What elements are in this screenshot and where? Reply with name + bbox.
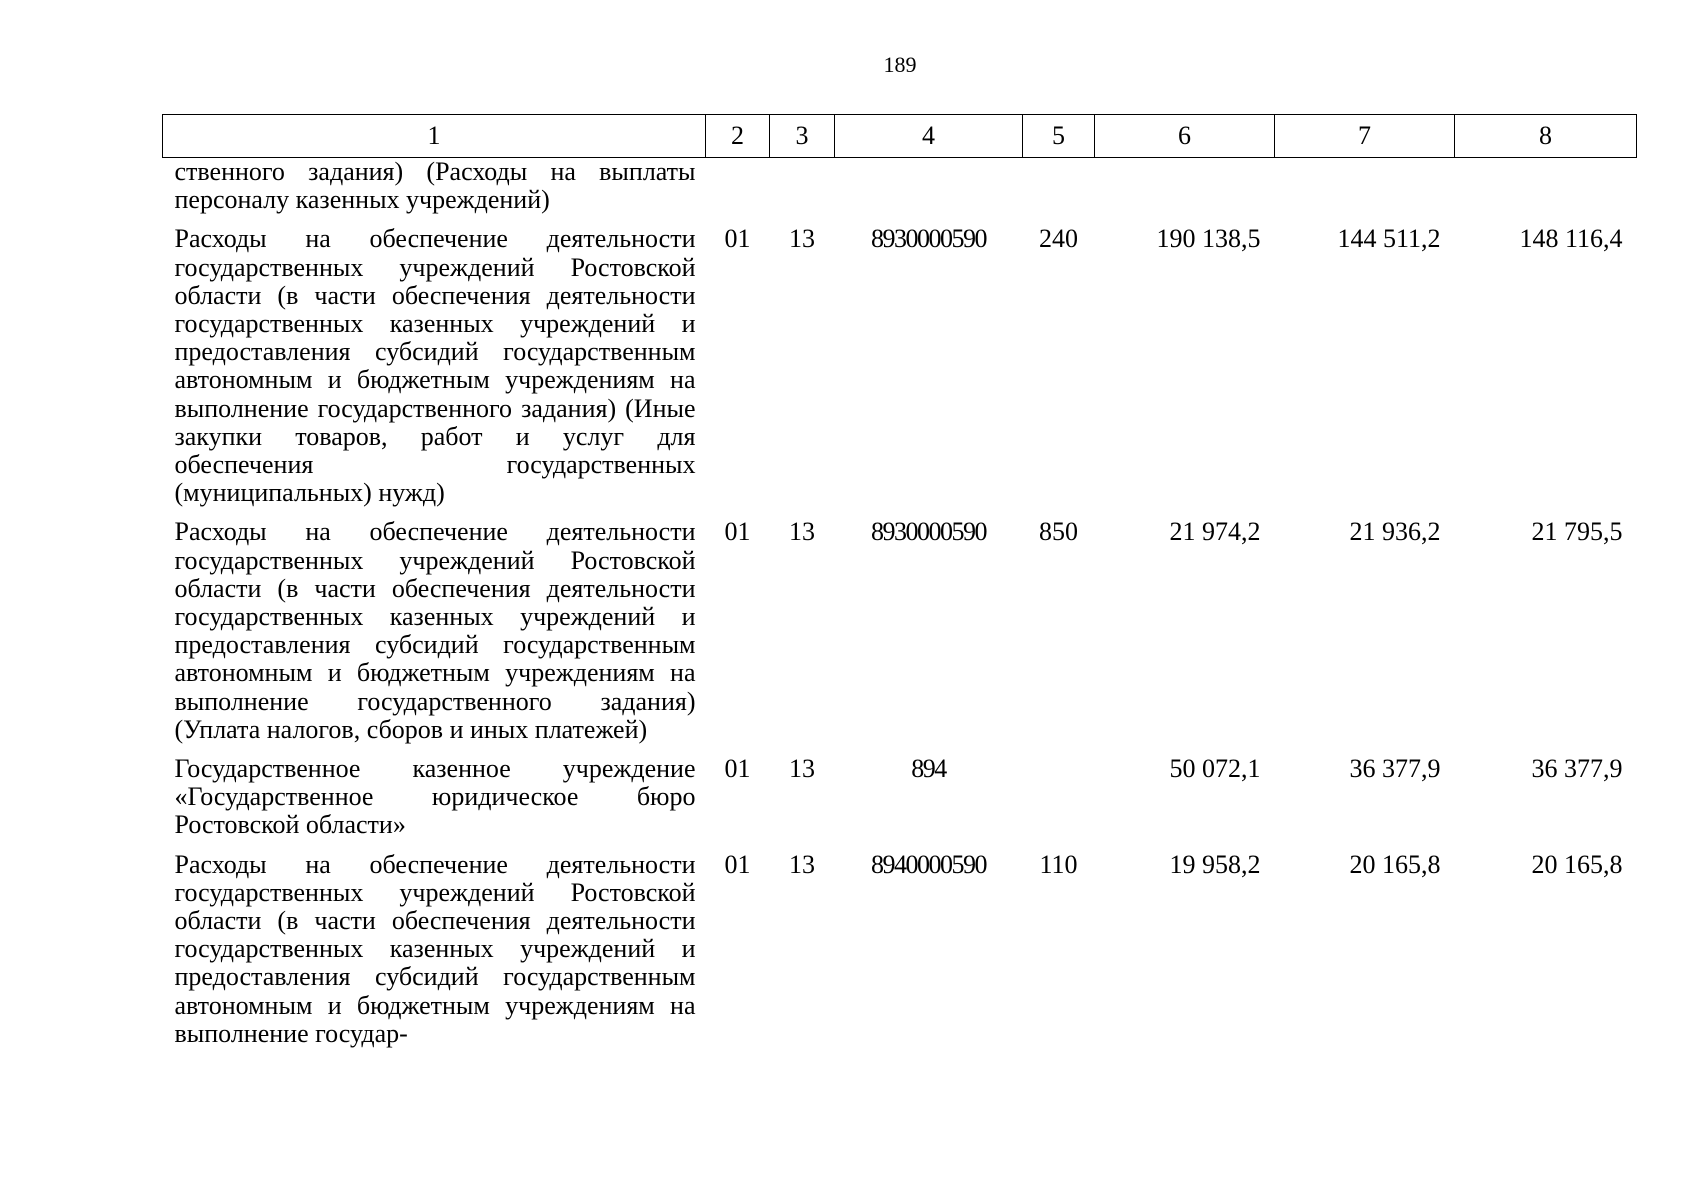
row-section [706,158,770,226]
table-row [163,518,1637,755]
row-expense-type [1023,755,1095,851]
table-header [163,115,1637,158]
row-description: Расходы на обеспечение деятельности государственных учреждений Ростовской области (в части обеспечения деятельности государственных казенных учреждений и предоставления субсидий государственным автономным и бюджетным учреждениям на выполнение государственного задания) (Иные закупки товаров, работ и услуг для обеспечения государственных (муниципальных) нужд) [174,224,696,508]
row-section: 01 [724,517,751,547]
row-amount-7: 36 377,9 [1349,754,1441,784]
column-header-7: 7 [1275,115,1455,158]
row-amount-6: 21 974,2 [1169,517,1261,547]
row-amount-8: 36 377,9 [1531,754,1623,784]
table-row [163,755,1637,851]
budget-table [162,114,1637,1059]
row-amount-8: 21 795,5 [1531,517,1623,547]
row-expense-type: 850 [1039,517,1078,547]
row-expense-type: 110 [1039,849,1078,879]
row-amount-7 [1275,158,1455,226]
table-body [163,158,1637,1060]
row-section: 01 [724,849,751,879]
row-description: ственного задания) (Расходы на выплаты персоналу казенных учреждений) [174,157,696,215]
row-description: Расходы на обеспечение деятельности государственных учреждений Ростовской области (в части обеспечения деятельности государственных казенных учреждений и предоставления субсидий государственным автономным и бюджетным учреждениям на выполнение государственного задания) (Уплата налогов, сборов и иных платежей) [174,517,696,744]
row-amount-7: 20 165,8 [1349,849,1441,879]
row-target-code: 89 4 00 00590 [871,849,986,879]
row-section: 01 [724,224,751,254]
row-description: Расходы на обеспечение деятельности государственных учреждений Ростовской области (в части обеспечения деятельности государственных казенных учреждений и предоставления субсидий государственным автономным и бюджетным учреждениям на выполнение государ- [174,849,696,1048]
row-subsection: 13 [789,517,815,547]
row-subsection: 13 [789,754,815,784]
row-amount-7: 144 511,2 [1337,224,1441,254]
header-row [163,115,1637,158]
table-row [163,851,1637,1059]
page-number: 189 [883,52,917,77]
row-amount-8 [1455,158,1637,226]
row-description: Государственное казенное учреждение «Государственное юридическое бюро Ростовской области» [174,754,696,840]
row-subsection [770,158,835,226]
row-target-code [835,158,1023,226]
row-target-code: 89 3 00 00590 [871,517,986,547]
row-subsection: 13 [789,224,815,254]
column-header-1: 1 [163,115,706,158]
row-amount-8: 20 165,8 [1531,849,1623,879]
column-header-2: 2 [706,115,770,158]
column-header-3: 3 [770,115,835,158]
row-target-code: 89 3 00 00590 [871,224,986,254]
row-amount-8: 148 116,4 [1519,224,1623,254]
row-amount-6 [1095,158,1275,226]
row-target-code: 89 4 [911,754,946,784]
row-amount-6: 190 138,5 [1156,224,1261,254]
row-expense-type: 240 [1039,224,1078,254]
row-amount-6: 50 072,1 [1169,754,1261,784]
column-header-5: 5 [1023,115,1095,158]
table-row [163,158,1637,226]
column-header-8: 8 [1455,115,1637,158]
column-header-6: 6 [1095,115,1275,158]
row-section: 01 [724,754,751,784]
table-row [163,225,1637,518]
column-header-4: 4 [835,115,1023,158]
row-subsection: 13 [789,849,815,879]
row-amount-7: 21 936,2 [1349,517,1441,547]
row-expense-type [1023,158,1095,226]
row-amount-6: 19 958,2 [1169,849,1261,879]
